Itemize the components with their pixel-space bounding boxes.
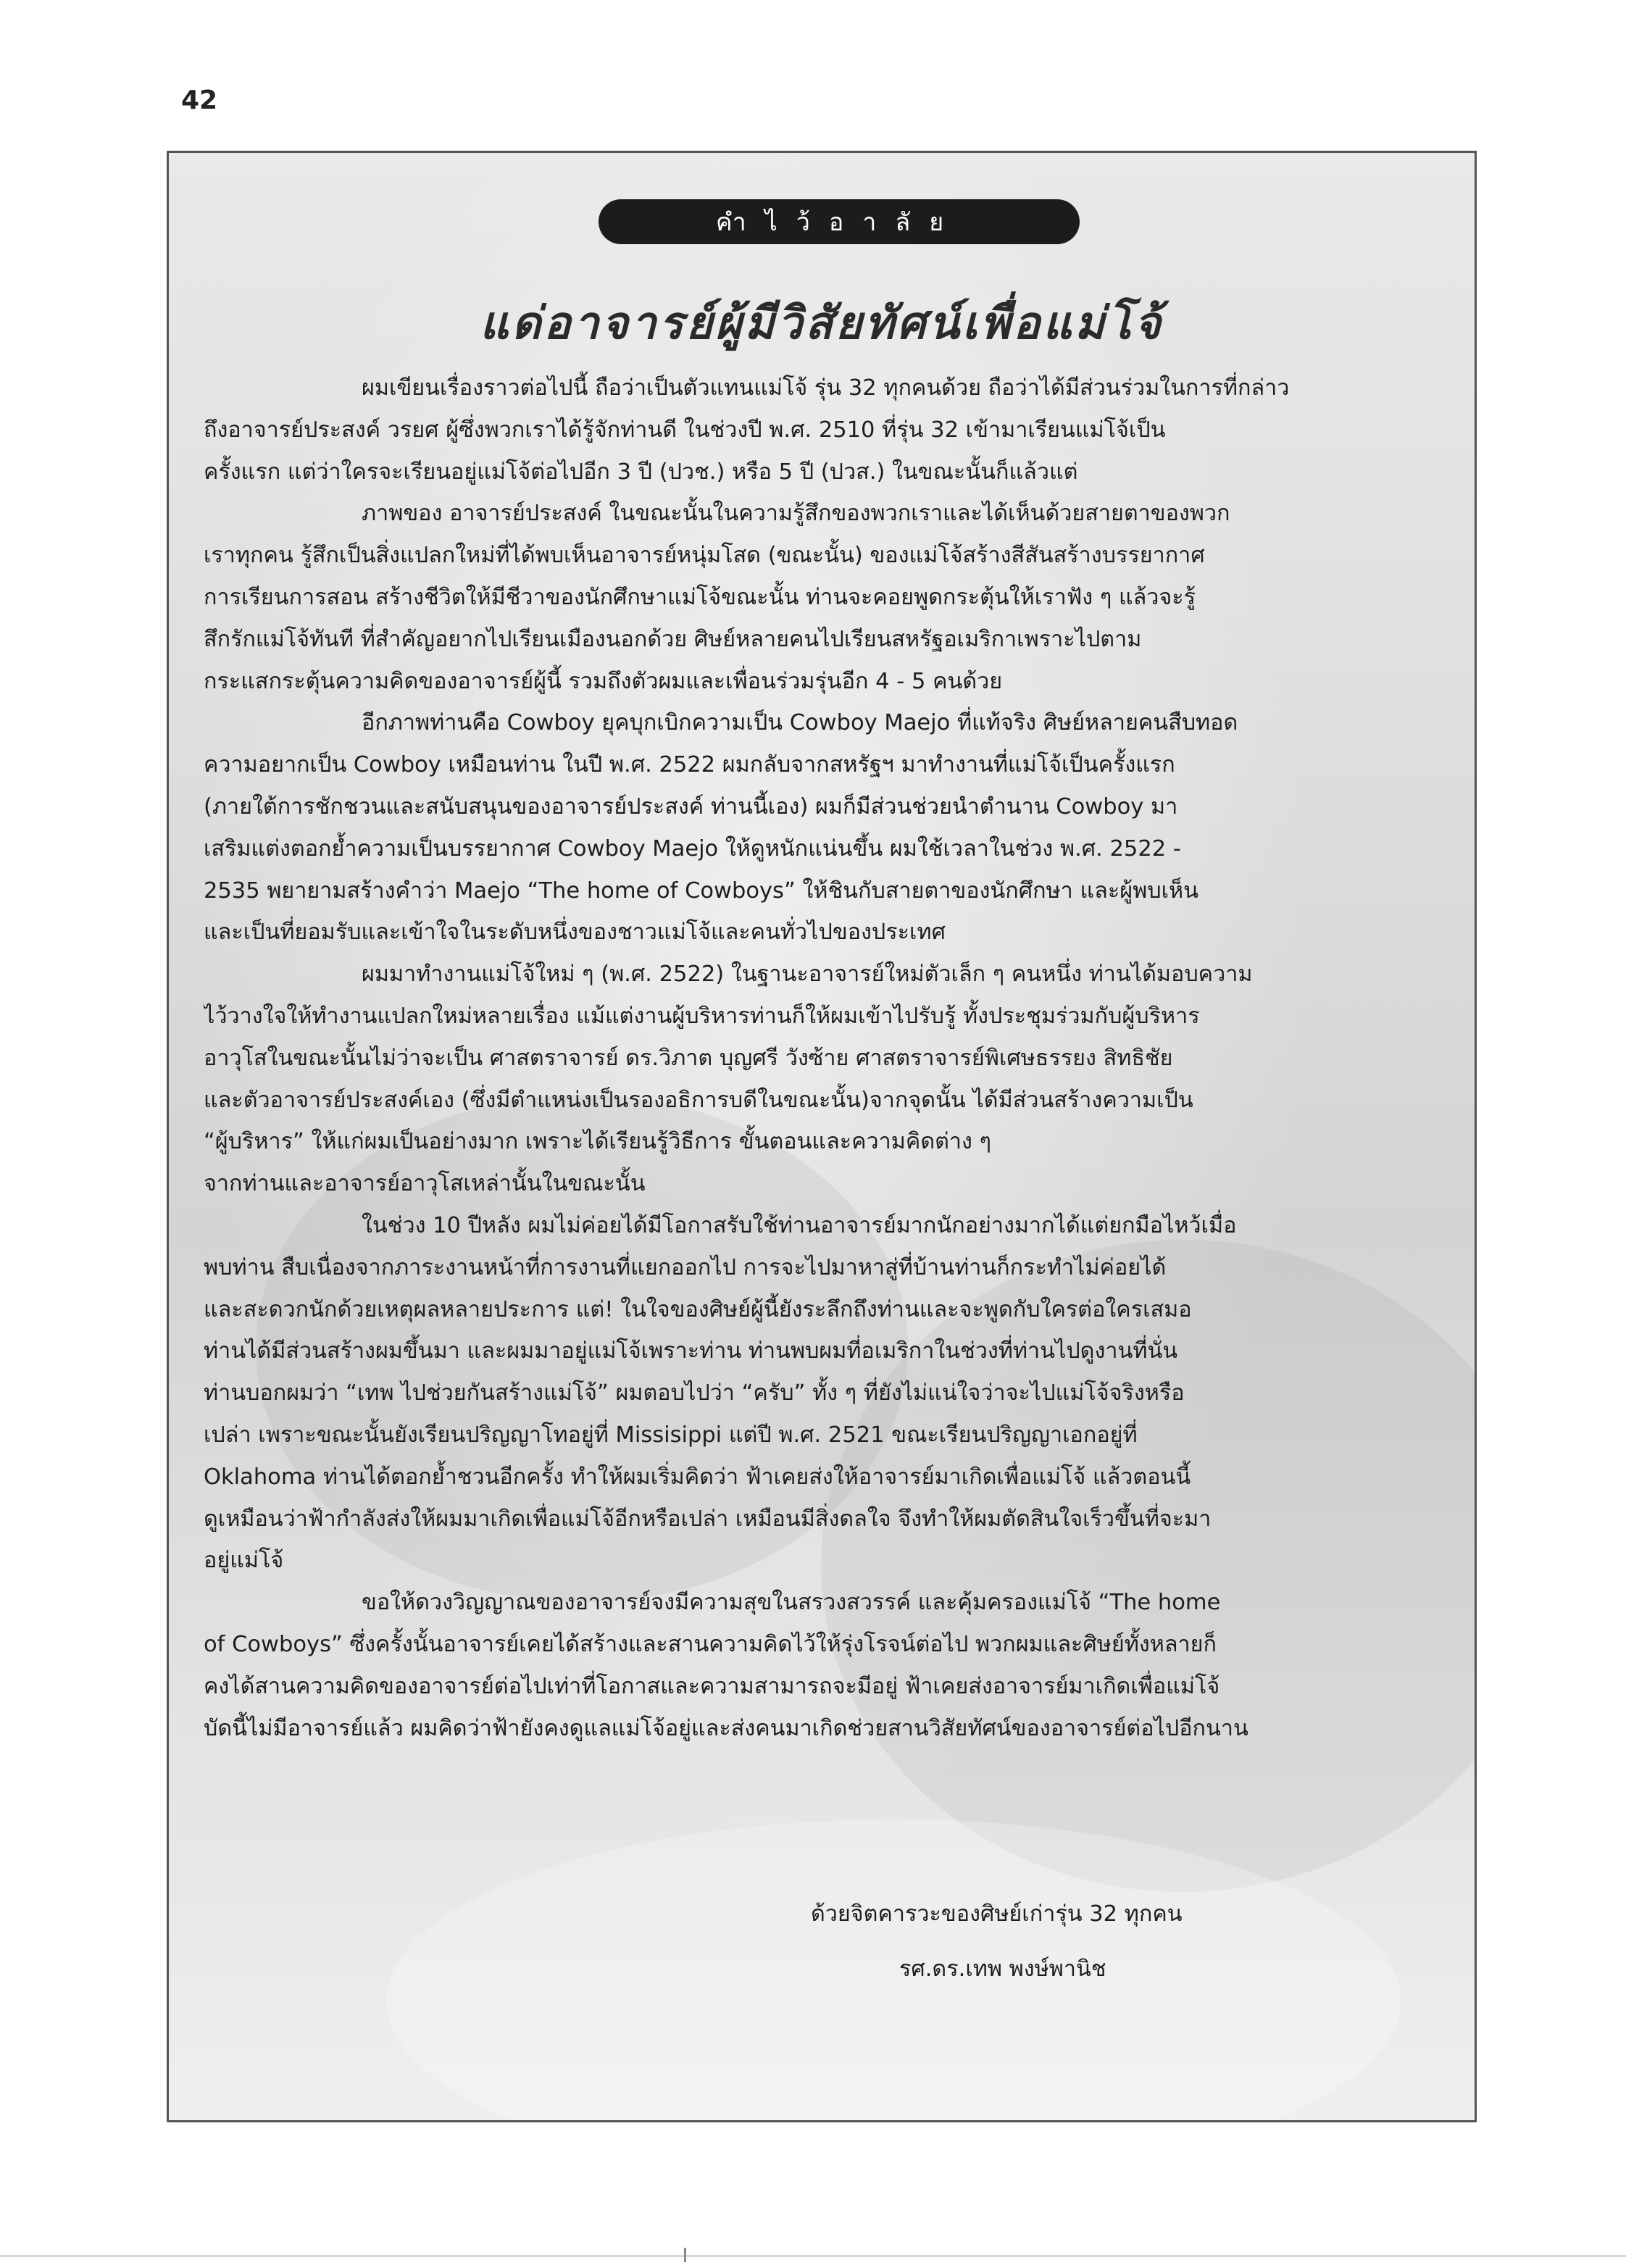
text-line: เราทุกคน รู้สึกเป็นสิ่งแปลกใหม่ที่ได้พบเห็นอาจารย์หนุ่มโสด (ขณะนั้น) ของแม่โจ้สร้างสีสันสร้างบรรยากาศ bbox=[204, 543, 1205, 569]
bottom-tick bbox=[684, 2248, 686, 2262]
text-line: การเรียนการสอน สร้างชีวิตให้มีชีวาของนักศึกษาแม่โจ้ขณะนั้น ท่านจะคอยพูดกระตุ้นให้เราฟัง ๆ แล้วจะรู้ bbox=[204, 584, 1196, 610]
text-line: ท่านบอกผมว่า “เทพ ไปช่วยกันสร้างแม่โจ้” ผมตอบไปว่า “ครับ” ทั้ง ๆ ที่ยังไม่แน่ใจว่าจะไปแม่โจ้จริงหรือ bbox=[204, 1380, 1185, 1406]
text-line: ในช่วง 10 ปีหลัง ผมไม่ค่อยได้มีโอกาสรับใช้ท่านอาจารย์มากนักอย่างมากได้แต่ยกมือไหว้เมื่อ bbox=[362, 1212, 1237, 1238]
text-line: ขอให้ดวงวิญญาณของอาจารย์จงมีความสุขในสรวงสวรรค์ และคุ้มครองแม่โจ้ “The home bbox=[362, 1590, 1221, 1616]
text-line: ความอยากเป็น Cowboy เหมือนท่าน ในปี พ.ศ. 2522 ผมกลับจากสหรัฐฯ มาทำงานที่แม่โจ้เป็นครั้งแรก bbox=[204, 752, 1175, 778]
memorial-frame bbox=[167, 151, 1477, 2122]
header-label: คำไว้อาลัย bbox=[599, 199, 1080, 244]
text-line: อยู่แม่โจ้ bbox=[204, 1548, 284, 1574]
text-line: เสริมแต่งตอกย้ำความเป็นบรรยากาศ Cowboy Maejo ให้ดูหนักแน่นขึ้น ผมใช้เวลาในช่วง พ.ศ. 2522 - bbox=[204, 835, 1181, 862]
text-line: ถึงอาจารย์ประสงค์ วรยศ ผู้ซึ่งพวกเราได้รู้จักท่านดี ในช่วงปี พ.ศ. 2510 ที่รุ่น 32 เข้ามาเรียนแม่โจ้เป็น bbox=[204, 417, 1166, 443]
page-number: 42 bbox=[181, 86, 218, 115]
text-line: ภาพของ อาจารย์ประสงค์ ในขณะนั้นในความรู้สึกของพวกเราและได้เห็นด้วยสายตาของพวก bbox=[362, 501, 1230, 527]
signature-dedication: ด้วยจิตคารวะของศิษย์เก่ารุ่น 32 ทุกคน bbox=[811, 1901, 1183, 1927]
text-line: พบท่าน สืบเนื่องจากภาระงานหน้าที่การงานที่แยกออกไป การจะไปมาหาสู่ที่บ้านท่านก็กระทำไม่ค่อยได้ bbox=[204, 1254, 1167, 1280]
text-line: (ภายใต้การชักชวนและสนับสนุนของอาจารย์ประสงค์ ท่านนี้เอง) ผมก็มีส่วนช่วยนำตำนาน Cowboy มา bbox=[204, 793, 1178, 820]
text-line: 2535 พยายามสร้างคำว่า Maejo “The home of Cowboys” ให้ชินกับสายตาของนักศึกษา และผู้พบเห็น bbox=[204, 877, 1198, 904]
text-line: และตัวอาจารย์ประสงค์เอง (ซึ่งมีตำแหน่งเป็นรองอธิการบดีในขณะนั้น)จากจุดนั้น ได้มีส่วนสร้างความเป็น bbox=[204, 1087, 1193, 1113]
bottom-rule bbox=[0, 2255, 1626, 2257]
text-line: อีกภาพท่านคือ Cowboy ยุคบุกเบิกความเป็น Cowboy Maejo ที่แท้จริง ศิษย์หลายคนสืบทอด bbox=[362, 710, 1238, 736]
text-line: of Cowboys” ซึ่งครั้งนั้นอาจารย์เคยได้สร้างและสานความคิดไว้ให้รุ่งโรจน์ต่อไป พวกผมและศิษย์ทั้งหลายก็ bbox=[204, 1631, 1217, 1657]
text-line: อาวุโสในขณะนั้นไม่ว่าจะเป็น ศาสตราจารย์ ดร.วิภาต บุญศรี วังซ้าย ศาสตราจารย์พิเศษธรรยง สิทธิชัย bbox=[204, 1045, 1173, 1071]
text-line: ดูเหมือนว่าฟ้ากำลังส่งให้ผมมาเกิดเพื่อแม่โจ้อีกหรือเปล่า เหมือนมีสิ่งดลใจ จึงทำให้ผมตัดสินใจเร็วขึ้นที่จะมา bbox=[204, 1506, 1212, 1532]
text-line: คงได้สานความคิดของอาจารย์ต่อไปเท่าที่โอกาสและความสามารถจะมีอยู่ ฟ้าเคยส่งอาจารย์มาเกิดเพื่อแม่โจ้ bbox=[204, 1673, 1220, 1699]
text-line: จากท่านและอาจารย์อาวุโสเหล่านั้นในขณะนั้น bbox=[204, 1171, 646, 1197]
text-line: Oklahoma ท่านได้ตอกย้ำชวนอีกครั้ง ทำให้ผมเริ่มคิดว่า ฟ้าเคยส่งให้อาจารย์มาเกิดเพื่อแม่โจ้ แล้วตอนนี้ bbox=[204, 1464, 1191, 1490]
page-title: แด่อาจารย์ผู้มีวิสัยทัศน์เพื่อแม่โจ้ bbox=[480, 296, 1164, 349]
text-line: ไว้วางใจให้ทำงานแปลกใหม่หลายเรื่อง แม้แต่งานผู้บริหารท่านก็ให้ผมเข้าไปรับรู้ ทั้งประชุมร่วมกับผู้บริหาร bbox=[204, 1003, 1200, 1029]
text-line: สึกรักแม่โจ้ทันที ที่สำคัญอยากไปเรียนเมืองนอกด้วย ศิษย์หลายคนไปเรียนสหรัฐอเมริกาเพราะไปตาม bbox=[204, 626, 1142, 652]
text-line: เปล่า เพราะขณะนั้นยังเรียนปริญญาโทอยู่ที่ Missisippi แต่ปี พ.ศ. 2521 ขณะเรียนปริญญาเอกอยู่ที่ bbox=[204, 1422, 1138, 1448]
text-line: ผมมาทำงานแม่โจ้ใหม่ ๆ (พ.ศ. 2522) ในฐานะอาจารย์ใหม่ตัวเล็ก ๆ คนหนึ่ง ท่านได้มอบความ bbox=[362, 962, 1253, 988]
text-line: กระแสกระตุ้นความคิดของอาจารย์ผู้นี้ รวมถึงตัวผมและเพื่อนร่วมรุ่นอีก 4 - 5 คนด้วย bbox=[204, 668, 1003, 694]
text-line: ครั้งแรก แต่ว่าใครจะเรียนอยู่แม่โจ้ต่อไปอีก 3 ปี (ปวช.) หรือ 5 ปี (ปวส.) ในขณะนั้นก็แล้วแต่ bbox=[204, 459, 1078, 485]
text-line: ผมเขียนเรื่องราวต่อไปนี้ ถือว่าเป็นตัวแทนแม่โจ้ รุ่น 32 ทุกคนด้วย ถือว่าได้มีส่วนร่วมในการที่กล่าว bbox=[362, 375, 1290, 401]
signature-name: รศ.ดร.เทพ พงษ์พานิช bbox=[899, 1956, 1106, 1982]
text-line: บัดนี้ไม่มีอาจารย์แล้ว ผมคิดว่าฟ้ายังคงดูแลแม่โจ้อยู่และส่งคนมาเกิดช่วยสานวิสัยทัศน์ของอาจารย์ต่อไปอีกนาน bbox=[204, 1715, 1248, 1741]
text-line: ท่านได้มีส่วนสร้างผมขึ้นมา และผมมาอยู่แม่โจ้เพราะท่าน ท่านพบผมที่อเมริกาในช่วงที่ท่านไปดูงานที่นั่น bbox=[204, 1338, 1178, 1364]
text-line: “ผู้บริหาร” ให้แก่ผมเป็นอย่างมาก เพราะได้เรียนรู้วิธีการ ขั้นตอนและความคิดต่าง ๆ bbox=[204, 1129, 992, 1155]
memorial-body-text bbox=[204, 367, 1435, 1749]
text-line: และเป็นที่ยอมรับและเข้าใจในระดับหนึ่งของชาวแม่โจ้และคนทั่วไปของประเทศ bbox=[204, 920, 946, 946]
text-line: และสะดวกนักด้วยเหตุผลหลายประการ แต่! ในใจของศิษย์ผู้นี้ยังระลึกถึงท่านและจะพูดกับใครต่อใครเสมอ bbox=[204, 1296, 1192, 1322]
